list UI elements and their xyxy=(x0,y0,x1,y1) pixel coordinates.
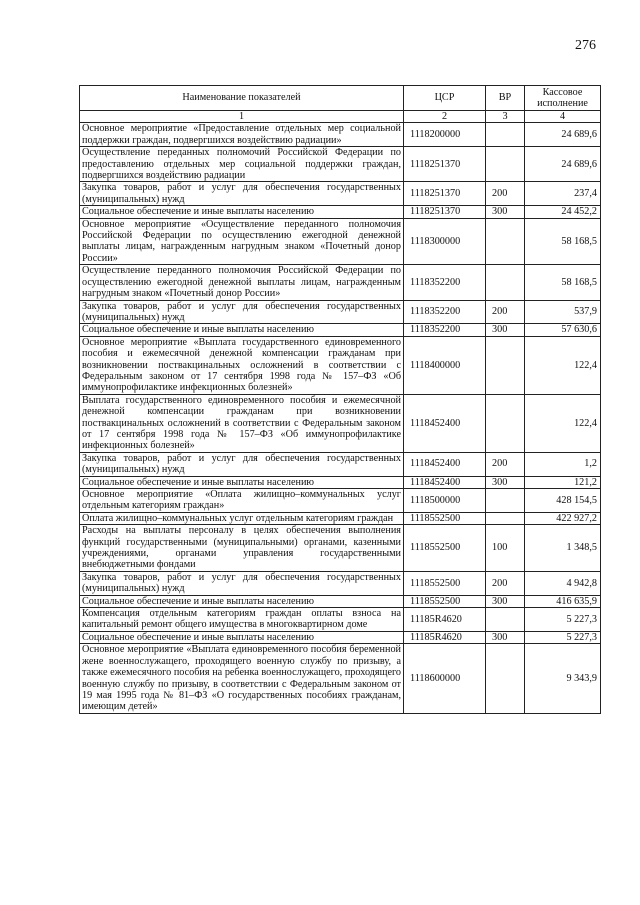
row-name: Закупка товаров, работ и услуг для обеспечения государственных (муниципальных) нужд xyxy=(80,300,404,324)
row-name: Компенсация отдельным категориям граждан оплаты взноса на капитальный ремонт общего имущества в многоквартирном доме xyxy=(80,608,404,632)
row-csr-code: 1118200000 xyxy=(404,123,486,147)
table-row xyxy=(80,182,601,206)
row-name: Осуществление переданного полномочия Российской Федерации по осуществлению ежегодной денежной выплаты лицам, награжденным нагрудным знаком «Почетный донор России» xyxy=(80,265,404,300)
row-csr-code: 11185R4620 xyxy=(404,631,486,643)
row-cash-amount: 121,2 xyxy=(525,476,601,488)
row-vr-code xyxy=(486,644,525,713)
row-name: Основное мероприятие «Оплата жилищно–коммунальных услуг отдельным категориям граждан» xyxy=(80,489,404,513)
row-cash-amount: 24 452,2 xyxy=(525,206,601,218)
column-number: 2 xyxy=(404,111,486,123)
row-name: Закупка товаров, работ и услуг для обеспечения государственных (муниципальных) нужд xyxy=(80,182,404,206)
row-vr-code xyxy=(486,394,525,452)
row-csr-code: 1118552500 xyxy=(404,595,486,607)
row-cash-amount: 57 630,6 xyxy=(525,324,601,336)
row-csr-code: 1118352200 xyxy=(404,300,486,324)
header-vr: ВР xyxy=(486,86,525,111)
row-vr-code: 200 xyxy=(486,452,525,476)
row-cash-amount: 428 154,5 xyxy=(525,489,601,513)
row-cash-amount: 58 168,5 xyxy=(525,265,601,300)
table-row xyxy=(80,123,601,147)
table-row xyxy=(80,525,601,572)
row-vr-code xyxy=(486,265,525,300)
row-cash-amount: 122,4 xyxy=(525,336,601,394)
row-cash-amount: 1,2 xyxy=(525,452,601,476)
row-csr-code: 1118600000 xyxy=(404,644,486,713)
row-vr-code xyxy=(486,608,525,632)
row-cash-amount: 5 227,3 xyxy=(525,631,601,643)
row-csr-code: 1118452400 xyxy=(404,394,486,452)
row-cash-amount: 24 689,6 xyxy=(525,123,601,147)
row-cash-amount: 422 927,2 xyxy=(525,512,601,524)
row-csr-code: 1118552500 xyxy=(404,571,486,595)
row-name: Основное мероприятие «Выплата единовременного пособия беременной жене военнослужащего, проходящего военную службу по призыву, а также ежемесячного пособия на ребенка военнослужащего, проходящего военную службу по призыву, в соответствии с Федеральным законом от 19 мая 1995 года № 81–ФЗ «О государственных пособиях гражданам, имеющим детей» xyxy=(80,644,404,713)
row-cash-amount: 5 227,3 xyxy=(525,608,601,632)
table-row xyxy=(80,571,601,595)
table-header-row xyxy=(80,86,601,111)
row-vr-code xyxy=(486,489,525,513)
row-csr-code: 1118552500 xyxy=(404,512,486,524)
row-vr-code: 300 xyxy=(486,206,525,218)
row-csr-code: 1118251370 xyxy=(404,182,486,206)
table-row xyxy=(80,452,601,476)
row-name: Закупка товаров, работ и услуг для обеспечения государственных (муниципальных) нужд xyxy=(80,571,404,595)
table-row xyxy=(80,324,601,336)
row-cash-amount: 237,4 xyxy=(525,182,601,206)
row-csr-code: 1118352200 xyxy=(404,324,486,336)
row-vr-code xyxy=(486,218,525,265)
table-body xyxy=(80,123,601,713)
row-csr-code: 1118552500 xyxy=(404,525,486,572)
row-name: Осуществление переданных полномочий Российской Федерации по предоставлению отдельных мер социальной поддержки граждан, подвергшихся воздействию радиации xyxy=(80,147,404,182)
row-csr-code: 1118452400 xyxy=(404,452,486,476)
row-name: Социальное обеспечение и иные выплаты населению xyxy=(80,595,404,607)
row-cash-amount: 537,9 xyxy=(525,300,601,324)
table-row xyxy=(80,476,601,488)
row-cash-amount: 1 348,5 xyxy=(525,525,601,572)
column-number: 3 xyxy=(486,111,525,123)
row-csr-code: 11185R4620 xyxy=(404,608,486,632)
row-vr-code xyxy=(486,147,525,182)
table-row xyxy=(80,394,601,452)
header-cash: Кассовое исполнение xyxy=(525,86,601,111)
row-vr-code: 300 xyxy=(486,631,525,643)
row-name: Социальное обеспечение и иные выплаты населению xyxy=(80,206,404,218)
row-vr-code xyxy=(486,336,525,394)
row-name: Основное мероприятие «Предоставление отдельных мер социальной поддержки граждан, подвергшихся воздействию радиации» xyxy=(80,123,404,147)
row-csr-code: 1118452400 xyxy=(404,476,486,488)
row-name: Закупка товаров, работ и услуг для обеспечения государственных (муниципальных) нужд xyxy=(80,452,404,476)
column-number-row xyxy=(80,111,601,123)
column-number: 1 xyxy=(80,111,404,123)
column-number: 4 xyxy=(525,111,601,123)
row-csr-code: 1118352200 xyxy=(404,265,486,300)
header-csr: ЦСР xyxy=(404,86,486,111)
row-csr-code: 1118400000 xyxy=(404,336,486,394)
table-row xyxy=(80,206,601,218)
row-vr-code xyxy=(486,512,525,524)
table-row xyxy=(80,489,601,513)
row-vr-code: 200 xyxy=(486,571,525,595)
table-row xyxy=(80,631,601,643)
row-name: Социальное обеспечение и иные выплаты населению xyxy=(80,631,404,643)
row-name: Оплата жилищно–коммунальных услуг отдельным категориям граждан xyxy=(80,512,404,524)
row-csr-code: 1118251370 xyxy=(404,206,486,218)
row-name: Основное мероприятие «Выплата государственного единовременного пособия и ежемесячной денежной компенсации гражданам при возникновении поствакцинальных осложнений в соответствии с Федеральным законом от 17 сентября 1998 года № 157–ФЗ «Об иммунопрофилактике инфекционных болезней» xyxy=(80,336,404,394)
row-cash-amount: 4 942,8 xyxy=(525,571,601,595)
row-cash-amount: 24 689,6 xyxy=(525,147,601,182)
table-row xyxy=(80,512,601,524)
row-cash-amount: 416 635,9 xyxy=(525,595,601,607)
row-cash-amount: 122,4 xyxy=(525,394,601,452)
table-row xyxy=(80,300,601,324)
row-vr-code: 300 xyxy=(486,476,525,488)
table-row xyxy=(80,644,601,713)
budget-table xyxy=(79,85,601,714)
row-name: Выплата государственного единовременного пособия и ежемесячной денежной компенсации гражданам при возникновении поствакцинальных осложнений в соответствии с Федеральным законом от 17 сентября 1998 года № 157–ФЗ «Об иммунопрофилактике инфекционных болезней» xyxy=(80,394,404,452)
row-name: Социальное обеспечение и иные выплаты населению xyxy=(80,476,404,488)
table-row xyxy=(80,218,601,265)
page-number: 276 xyxy=(575,38,596,53)
row-csr-code: 1118500000 xyxy=(404,489,486,513)
row-csr-code: 1118300000 xyxy=(404,218,486,265)
table-row xyxy=(80,608,601,632)
row-vr-code xyxy=(486,123,525,147)
row-name: Основное мероприятие «Осуществление переданного полномочия Российской Федерации по осуществлению ежегодной денежной выплаты лицам, награжденным нагрудным знаком «Почетный донор России» xyxy=(80,218,404,265)
row-vr-code: 300 xyxy=(486,595,525,607)
table-row xyxy=(80,265,601,300)
row-csr-code: 1118251370 xyxy=(404,147,486,182)
table-row xyxy=(80,147,601,182)
table-row xyxy=(80,595,601,607)
header-name: Наименование показателей xyxy=(80,86,404,111)
row-cash-amount: 58 168,5 xyxy=(525,218,601,265)
row-name: Социальное обеспечение и иные выплаты населению xyxy=(80,324,404,336)
row-vr-code: 100 xyxy=(486,525,525,572)
row-cash-amount: 9 343,9 xyxy=(525,644,601,713)
row-name: Расходы на выплаты персоналу в целях обеспечения выполнения функций государственными (муниципальными) органами, казенными учреждениями, органами управления государственными внебюджетными фондами xyxy=(80,525,404,572)
row-vr-code: 200 xyxy=(486,182,525,206)
table-row xyxy=(80,336,601,394)
row-vr-code: 200 xyxy=(486,300,525,324)
row-vr-code: 300 xyxy=(486,324,525,336)
